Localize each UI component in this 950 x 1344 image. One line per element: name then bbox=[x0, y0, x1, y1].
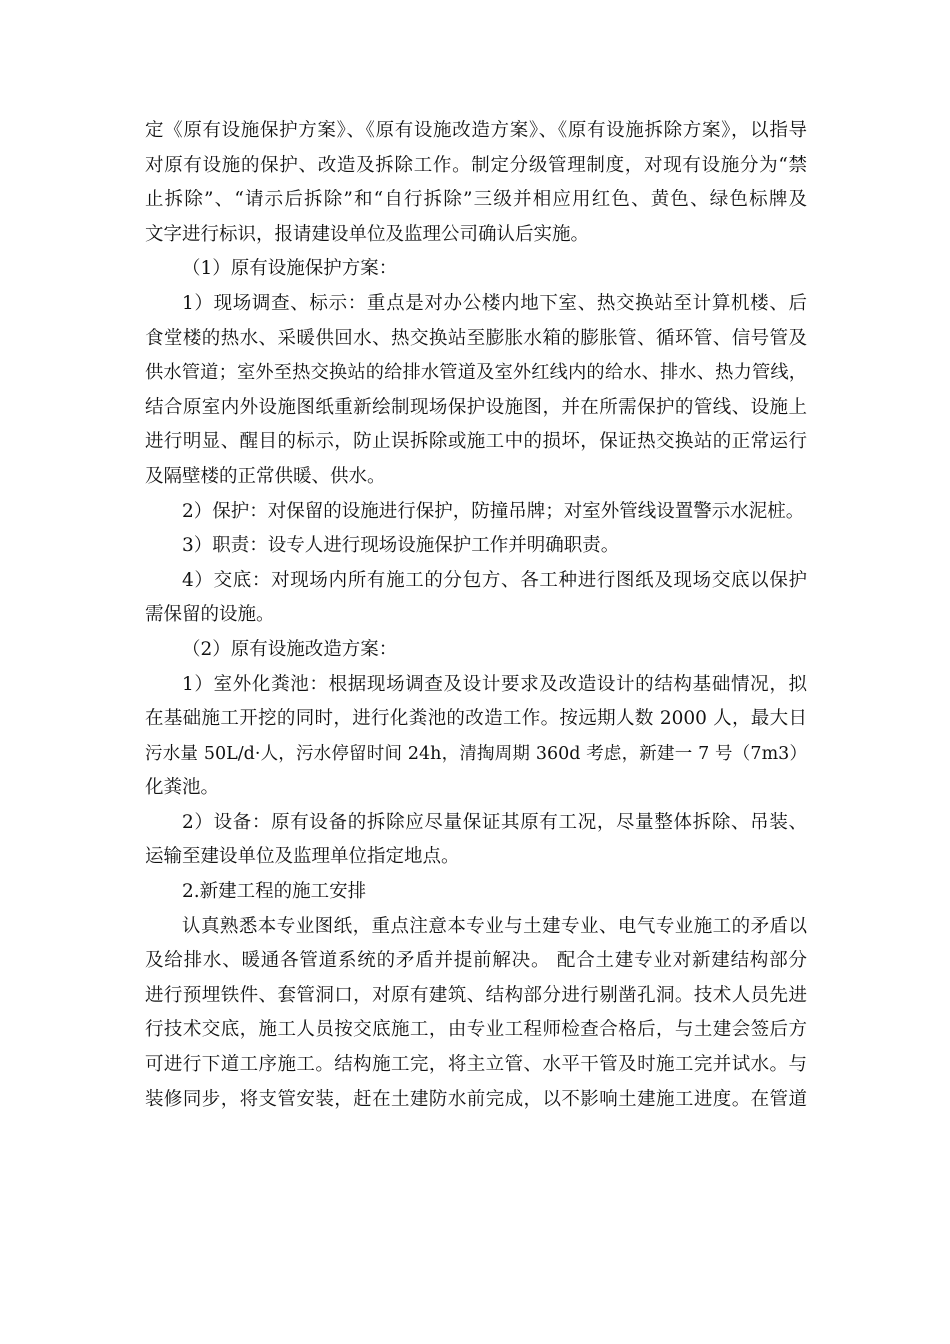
text-line: 2）保护：对保留的设施进行保护，防撞吊牌；对室外管线设置警示水泥桩。 bbox=[182, 500, 805, 522]
text-line: 2）设备：原有设备的拆除应尽量保证其原有工况，尽量整体拆除、吊装、 bbox=[182, 811, 807, 833]
text-line: 文字进行标识，报请建设单位及监理公司确认后实施。 bbox=[145, 223, 590, 245]
text-line: 装修同步，将支管安装，赶在土建防水前完成，以不影响土建施工进度。在管道 bbox=[145, 1088, 807, 1110]
text-line: 在基础施工开挖的同时，进行化粪池的改造工作。按远期人数 2000 人，最大日 bbox=[145, 708, 807, 730]
text-line: 可进行下道工序施工。结构施工完，将主立管、水平干管及时施工完并试水。与 bbox=[145, 1054, 807, 1076]
text-line: 运输至建设单位及监理单位指定地点。 bbox=[145, 846, 460, 868]
text-line: 供水管道；室外至热交换站的给排水管道及室外红线内的给水、排水、热力管线， bbox=[145, 362, 807, 384]
text-line: 化粪池。 bbox=[145, 777, 220, 799]
paragraph-protection bbox=[145, 495, 807, 530]
text-line: 对原有设施的保护、改造及拆除工作。制定分级管理制度，对现有设施分为“禁 bbox=[145, 154, 807, 176]
text-line: 进行明显、醒目的标示，防止误拆除或施工中的损坏，保证热交换站的正常运行 bbox=[145, 431, 807, 453]
paragraph-septic-tank bbox=[145, 668, 807, 806]
text-line: 需保留的设施。 bbox=[145, 604, 275, 626]
text-line: （2）原有设施改造方案： bbox=[182, 638, 398, 660]
paragraph-protection-plans-intro bbox=[145, 114, 807, 252]
text-line: 及给排水、暖通各管道系统的矛盾并提前解决。 配合土建专业对新建结构部分 bbox=[145, 950, 807, 972]
text-line: 4）交底：对现场内所有施工的分包方、各工种进行图纸及现场交底以保护 bbox=[182, 569, 807, 591]
text-line: 止拆除”、“请示后拆除”和“自行拆除”三级并相应用红色、黄色、绿色标牌及 bbox=[145, 189, 807, 211]
text-line: 2.新建工程的施工安排 bbox=[182, 881, 367, 903]
paragraph-equipment bbox=[145, 806, 807, 875]
text-line: 进行预埋铁件、套管洞口，对原有建筑、结构部分进行剔凿孔洞。技术人员先进 bbox=[145, 984, 807, 1006]
text-line: 食堂楼的热水、采暖供回水、热交换站至膨胀水箱的膨胀管、循环管、信号管及 bbox=[145, 327, 807, 349]
text-line: 及隔壁楼的正常供暖、供水。 bbox=[145, 465, 386, 487]
text-line: （1）原有设施保护方案： bbox=[182, 258, 398, 280]
paragraph-site-survey bbox=[145, 287, 807, 495]
heading-protection-plan bbox=[145, 252, 807, 287]
paragraph-responsibility bbox=[145, 529, 807, 564]
text-line: 结合原室内外设施图纸重新绘制现场保护设施图，并在所需保护的管线、设施上 bbox=[145, 396, 807, 418]
heading-renovation-plan bbox=[145, 633, 807, 668]
paragraph-new-construction bbox=[145, 910, 807, 1118]
text-line: 污水量 50L/d·人，污水停留时间 24h，清掏周期 360d 考虑，新建一 7 号（7m3） bbox=[145, 743, 807, 764]
text-line: 认真熟悉本专业图纸，重点注意本专业与土建专业、电气专业施工的矛盾以 bbox=[182, 915, 807, 937]
text-line: 1）现场调查、标示：重点是对办公楼内地下室、热交换站至计算机楼、后 bbox=[182, 292, 807, 314]
text-line: 定《原有设施保护方案》、《原有设施改造方案》、《原有设施拆除方案》，以指导 bbox=[145, 120, 807, 141]
text-line: 行技术交底，施工人员按交底施工，由专业工程师检查合格后，与土建会签后方 bbox=[145, 1019, 807, 1041]
text-line: 1）室外化粪池：根据现场调查及设计要求及改造设计的结构基础情况，拟 bbox=[182, 673, 807, 695]
text-line: 3）职责：设专人进行现场设施保护工作并明确职责。 bbox=[182, 535, 620, 557]
heading-new-construction bbox=[145, 875, 807, 910]
paragraph-briefing bbox=[145, 564, 807, 633]
document-body bbox=[145, 114, 807, 1117]
